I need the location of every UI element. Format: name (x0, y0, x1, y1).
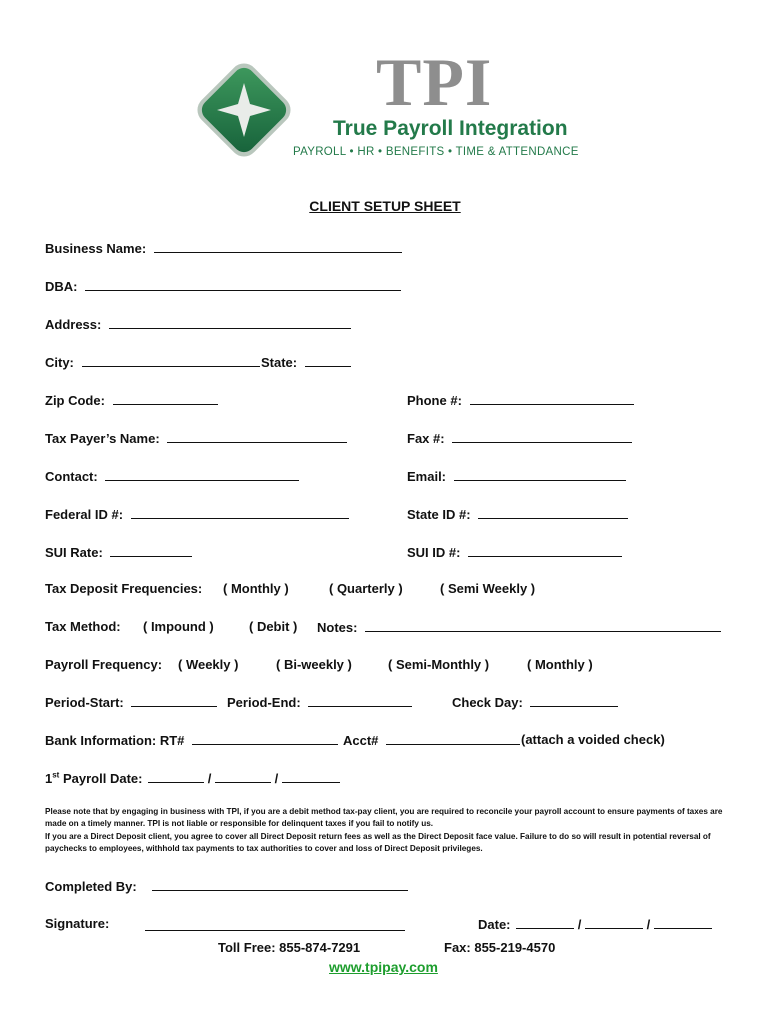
company-tagline: PAYROLL • HR • BENEFITS • TIME & ATTENDANCE (293, 146, 579, 158)
address-line[interactable] (109, 316, 351, 329)
bank-rt-label: Bank Information: RT# (45, 733, 185, 748)
business-name-line[interactable] (154, 240, 402, 253)
bank-rt-field[interactable] (45, 732, 338, 748)
contact-line[interactable] (105, 468, 299, 481)
payroll-frequency-label: Payroll Frequency: (45, 657, 163, 672)
period-start-line[interactable] (131, 694, 217, 707)
payroll-frequency-option-bi-weekly[interactable]: ( Bi-weekly ) (276, 657, 352, 672)
bank-acct-line[interactable] (386, 732, 520, 745)
check-day-field[interactable] (452, 694, 618, 710)
email-line[interactable] (454, 468, 626, 481)
form-title: CLIENT SETUP SHEET (309, 198, 461, 214)
bank-rt-line[interactable] (192, 732, 338, 745)
date-separator: / (646, 917, 651, 932)
sui-rate-line[interactable] (110, 544, 192, 557)
completed-by-label: Completed By: (45, 879, 137, 894)
debit-notice: Please note that by engaging in business with TPI, if you are a debit method tax-pay client, you are required to reconcile your payroll account to ensure payments of taxes are made on a timely manner. TPI is not liable or responsible for delinquent taxes if you fail to notify us. (45, 807, 723, 828)
email-label: Email: (407, 469, 447, 484)
tax-payer-name-label: Tax Payer’s Name: (45, 431, 160, 446)
state-field[interactable] (261, 354, 351, 370)
first-payroll-day-line[interactable] (215, 770, 271, 783)
tax-method-option-debit[interactable]: ( Debit ) (249, 619, 298, 634)
bank-acct-field[interactable] (343, 732, 520, 748)
tax-payer-name-field[interactable] (45, 430, 347, 446)
zip-field[interactable] (45, 392, 218, 408)
business-name-field[interactable] (45, 240, 402, 256)
city-field[interactable] (45, 354, 260, 370)
payroll-frequency-option-monthly[interactable]: ( Monthly ) (527, 657, 593, 672)
payroll-frequency-option-semi-monthly[interactable]: ( Semi-Monthly ) (388, 657, 490, 672)
fax-field[interactable] (407, 430, 632, 446)
state-id-line[interactable] (478, 506, 628, 519)
check-day-line[interactable] (530, 694, 618, 707)
tax-deposit-option-monthly[interactable]: ( Monthly ) (223, 581, 289, 596)
fax-line[interactable] (452, 430, 632, 443)
fax-label: Fax #: (407, 431, 445, 446)
signature-label: Signature: (45, 916, 110, 931)
signature-line[interactable] (145, 918, 405, 931)
state-id-field[interactable] (407, 506, 628, 522)
company-name: True Payroll Integration (333, 117, 568, 140)
tax-method-label: Tax Method: (45, 619, 121, 634)
dba-label: DBA: (45, 279, 78, 294)
period-start-field[interactable] (45, 694, 217, 710)
contact-label: Contact: (45, 469, 98, 484)
period-start-label: Period-Start: (45, 695, 124, 710)
dba-field[interactable] (45, 278, 401, 294)
tax-deposit-label: Tax Deposit Frequencies: (45, 581, 203, 596)
tax-payer-name-line[interactable] (167, 430, 347, 443)
notes-label: Notes: (317, 620, 358, 635)
email-field[interactable] (407, 468, 626, 484)
signature-date-month-line[interactable] (516, 916, 574, 929)
first-payroll-month-line[interactable] (148, 770, 204, 783)
period-end-line[interactable] (308, 694, 412, 707)
direct-deposit-notice: If you are a Direct Deposit client, you agree to cover all Direct Deposit return fees as well as the Direct Deposit face value. Failure to do so will result in potential reversal of paychecks to employees, withhold tax payments to tax authorities to cover and loss of Direct Deposit privileges. (45, 832, 711, 853)
date-separator: / (207, 771, 212, 786)
zip-label: Zip Code: (45, 393, 105, 408)
first-payroll-date-field[interactable] (45, 770, 340, 786)
toll-free-number: Toll Free: 855-874-7291 (218, 940, 361, 955)
attach-check-note: (attach a voided check) (521, 732, 665, 747)
phone-line[interactable] (470, 392, 634, 405)
brand-wordmark: TPI (376, 44, 493, 120)
phone-label: Phone #: (407, 393, 462, 408)
period-end-field[interactable] (227, 694, 412, 710)
dba-line[interactable] (85, 278, 401, 291)
phone-field[interactable] (407, 392, 634, 408)
business-name-label: Business Name: (45, 241, 147, 256)
bank-acct-label: Acct# (343, 733, 379, 748)
fax-number: Fax: 855-219-4570 (444, 940, 556, 955)
first-payroll-suffix: st (52, 770, 60, 780)
federal-id-field[interactable] (45, 506, 349, 522)
completed-by-line[interactable] (152, 878, 408, 891)
contact-field[interactable] (45, 468, 299, 484)
address-field[interactable] (45, 316, 351, 332)
date-separator: / (577, 917, 582, 932)
notes-field[interactable] (317, 619, 721, 635)
state-id-label: State ID #: (407, 507, 471, 522)
period-end-label: Period-End: (227, 695, 301, 710)
first-payroll-number: 1 (45, 771, 53, 786)
completed-by-field[interactable] (45, 878, 408, 894)
check-day-label: Check Day: (452, 695, 523, 710)
tax-method-option-impound[interactable]: ( Impound ) (143, 619, 214, 634)
address-label: Address: (45, 317, 102, 332)
federal-id-line[interactable] (131, 506, 349, 519)
zip-line[interactable] (113, 392, 218, 405)
notes-line[interactable] (365, 619, 721, 632)
first-payroll-label: Payroll Date: (62, 771, 143, 786)
sui-id-field[interactable] (407, 544, 622, 560)
payroll-frequency-option-weekly[interactable]: ( Weekly ) (178, 657, 239, 672)
sui-id-line[interactable] (468, 544, 622, 557)
logo-diamond-icon (189, 55, 299, 165)
tax-deposit-option-semi-weekly[interactable]: ( Semi Weekly ) (440, 581, 536, 596)
website-link[interactable]: www.tpipay.com (329, 959, 438, 975)
city-line[interactable] (82, 354, 260, 367)
sui-rate-field[interactable] (45, 544, 192, 560)
state-label: State: (261, 355, 298, 370)
signature-date-day-line[interactable] (585, 916, 643, 929)
tax-deposit-option-quarterly[interactable]: ( Quarterly ) (329, 581, 403, 596)
date-separator: / (274, 771, 279, 786)
signature-date-field[interactable] (478, 916, 712, 932)
signature-date-label: Date: (478, 917, 511, 932)
federal-id-label: Federal ID #: (45, 507, 124, 522)
first-payroll-year-line[interactable] (282, 770, 340, 783)
signature-date-year-line[interactable] (654, 916, 712, 929)
sui-rate-label: SUI Rate: (45, 545, 103, 560)
state-line[interactable] (305, 354, 351, 367)
city-label: City: (45, 355, 74, 370)
sui-id-label: SUI ID #: (407, 545, 461, 560)
